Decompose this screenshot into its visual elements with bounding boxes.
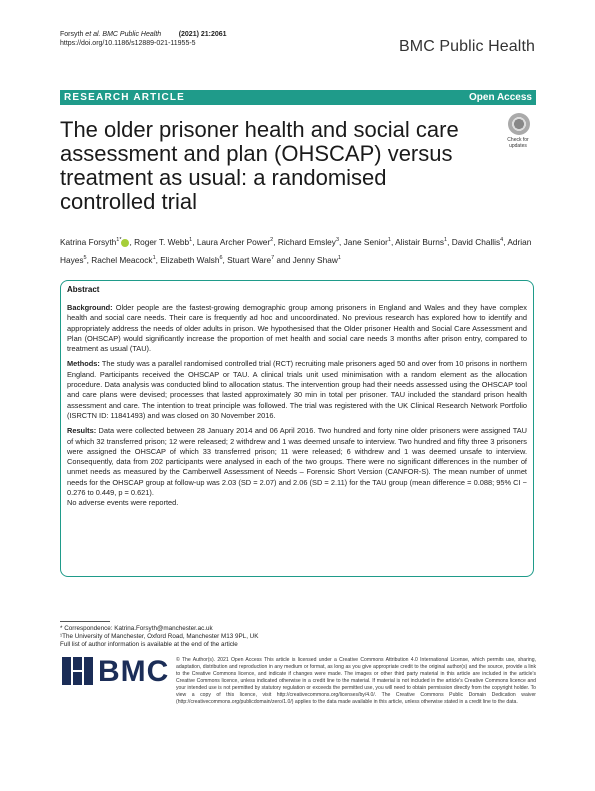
author-affiliation-sup: 3 <box>335 237 340 243</box>
bmc-logo-text: BMC <box>98 655 170 688</box>
author-name[interactable]: Richard Emsley <box>277 236 336 247</box>
footnote-divider <box>60 621 110 622</box>
author-name[interactable]: Alistair Burns <box>395 236 445 247</box>
article-type-label: RESEARCH ARTICLE <box>64 92 186 103</box>
author-name[interactable]: Katrina Forsyth <box>60 236 117 247</box>
header-meta <box>60 30 227 48</box>
license-text: © The Author(s). 2021 Open Access This article is licensed under a Creative Commons Attribution 4.0 International License, which permits use, sharing, adaptation, distribution and reproduction in any medium or format, as long as you give appropriate credit to the original author(s) and the source, provide a link to the Creative Commons licence, and indicate if changes were made. The images or other third party material in this article are included in the article's Creative Commons licence, unless indicated otherwise in a credit line to the material. If material is not included in the article's Creative Commons licence and your intended use is not permitted by statutory regulation or exceeds the permitted use, you will need to obtain permission directly from the copyright holder. To view a copy of this licence, visit http://creativecommons.org/licenses/by/4.0/. The Creative Commons Public Domain Dedication waiver (http://creativecommons.org/publicdomain/zero/1.0/) applies to the data made available in this article, unless otherwise stated in a credit line to the data. <box>176 657 536 705</box>
bmc-logo-icon <box>60 655 96 687</box>
author-affiliation-sup: 1 <box>444 237 448 243</box>
abstract-box <box>60 280 534 577</box>
doi-link[interactable]: https://doi.org/10.1186/s12889-021-11955-5 <box>60 40 196 47</box>
article-title: The older prisoner health and social care assessment and plan (OHSCAP) versus treatment as usual: a randomised controlled trial <box>60 117 459 214</box>
author-name[interactable]: David Challis <box>451 236 501 247</box>
check-updates-icon <box>508 113 530 135</box>
journal-name: BMC Public Health <box>399 38 535 55</box>
abstract-heading: Abstract <box>67 285 100 294</box>
author-affiliation-sup: 4 <box>500 237 504 243</box>
full-list-note: Full list of author information is available at the end of the article <box>60 641 238 648</box>
author-list: Katrina Forsyth$^{1*}$ , Roger T. Webb$^1$, Laura Archer Power$^2$, Richard Emsley$^3$, Jane Senior$^1$, Alistair Burns$^1$, David Challis$^4$, Adrian Hayes$^5$, Rachel Meacock$^1$, Elizabeth Walsh$^6$, Stuart Ware$^7$ and Jenny Shaw$^1$ <box>60 236 532 265</box>
author-affiliation-sup: 2 <box>270 237 274 243</box>
abstract-results: Results: Data were collected between 28 January 2014 and 06 April 2016. Two hundred and forty nine older prisoners were assigned TAU of which 32 transferred prison; 12 were released; 2 withdrew and 1 was deemed unsafe to interview. Two hundred and fifty three 3 prisoners were assigned the OHSCAP of which 33 transferred prison; 11 were released; 6 withdrew and 1 was deemed unsafe to interview. Consequently, data from 202 participants were analysed in each of the two groups. There were no significant differences in the number of unmet needs as measured by the Camberwell Assessment of Needs – Forensic Short Version (CANFOR-S). The mean number of unmet needs for the OHSCAP group at follow-up was 2.03 (SD = 2.07) and 2.06 (SD = 2.11) for the TAU group (mean difference = 0.088; 95% CI − 0.276 to 0.449, p = 0.621). <box>67 426 527 498</box>
abstract-adverse: No adverse events were reported. <box>67 498 179 508</box>
author-name[interactable]: Stuart Ware <box>227 254 272 265</box>
author-name[interactable]: Elizabeth Walsh <box>160 254 220 265</box>
author-affiliation-sup: 1 <box>152 254 156 261</box>
author-affiliation-sup: 1 <box>189 237 193 243</box>
bmc-logo <box>60 655 170 687</box>
author-name[interactable]: Adrian Hayes <box>60 236 532 265</box>
affiliation: ¹The University of Manchester, Oxford Road, Manchester M13 9PL, UK <box>60 633 259 640</box>
abstract-methods: Methods: The study was a parallel randomised controlled trial (RCT) recruiting male prisoners aged 50 and over from 10 prisons in northern England. Participants received the OHSCAP or TAU. A clinical trials unit used minimisation with a random element as the allocation procedure. Data analysis was conducted blind to allocation status. The intervention group had their needs assessed using the OHSCAP tool and care plans were devised; processes that lasted approximately 30 min in total per prisoner. TAU included the standard prison health assessment and care. The intention to treat principle was followed. The trial was registered with the UK Clinical Research Network Portfolio (ISRCTN ID: 11841493) and was closed on 30 November 2016. <box>67 359 527 420</box>
author-name[interactable]: Jane Senior <box>343 236 388 247</box>
author-affiliation-sup: 1* <box>116 237 122 243</box>
author-affiliation-sup: 6 <box>219 254 223 261</box>
author-affiliation-sup: 7 <box>271 254 275 261</box>
author-affiliation-sup: 1 <box>337 254 341 261</box>
author-affiliation-sup: 5 <box>83 254 87 261</box>
abstract-body <box>67 303 527 514</box>
author-name[interactable]: Laura Archer Power <box>196 236 271 247</box>
author-name[interactable]: and Jenny Shaw <box>276 254 338 265</box>
author-name[interactable]: Roger T. Webb <box>134 236 190 247</box>
article-type-banner <box>60 90 536 105</box>
author-name[interactable]: Rachel Meacock <box>91 254 153 265</box>
correspondence[interactable]: * Correspondence: Katrina.Forsyth@manchester.ac.uk <box>60 625 213 632</box>
open-access-label: Open Access <box>469 92 532 103</box>
check-for-updates-badge[interactable]: Check for updates <box>501 113 535 153</box>
citation-line: Forsyth et al. BMC Public Health (2021) 21:2061 <box>60 31 227 38</box>
abstract-background: Background: Older people are the fastest-growing demographic group among prisoners in England and Wales and they have complex health and social care needs. Their care is frequently ad hoc and uncoordinated. No previous research has explored how to identify and appropriately address the needs of older adults in prison. We hypothesised that the Older prisoner Health and Social Care Assessment and Plan (OHSCAP) would significantly increase the proportion of met health and social care needs 3 months after prison entry, compared to treatment as usual (TAU). <box>67 303 527 354</box>
footnotes <box>60 625 258 649</box>
author-affiliation-sup: 1 <box>387 237 391 243</box>
